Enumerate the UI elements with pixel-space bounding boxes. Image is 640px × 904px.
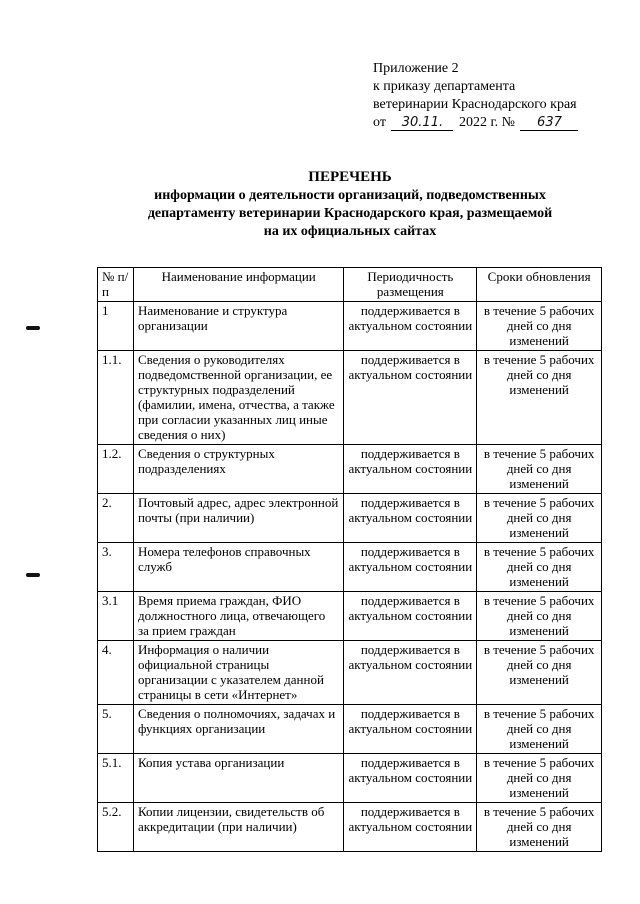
punch-hole-mark-top <box>26 326 40 330</box>
appendix-department: ветеринарии Краснодарского края <box>373 97 577 112</box>
row-deadline: в течение 5 рабочих дней со дня изменений <box>477 351 602 445</box>
title-line-1: информации о деятельности организаций, подведомственных <box>154 188 546 203</box>
row-name: Сведения о структурных подразделениях <box>133 445 343 494</box>
row-period: поддерживается в актуальном состоянии <box>344 641 477 705</box>
header-num: № п/п <box>98 268 134 302</box>
table-header-row <box>98 268 602 302</box>
row-period: поддерживается в актуальном состоянии <box>344 445 477 494</box>
appendix-order-ref: к приказу департамента <box>373 79 516 94</box>
appendix-date-line <box>373 114 578 132</box>
punch-hole-mark-bottom <box>26 573 40 577</box>
date-prefix: от <box>373 115 386 130</box>
row-deadline: в течение 5 рабочих дней со дня изменений <box>477 592 602 641</box>
table-row <box>98 592 602 641</box>
row-deadline: в течение 5 рабочих дней со дня изменений <box>477 543 602 592</box>
row-deadline: в течение 5 рабочих дней со дня изменений <box>477 705 602 754</box>
row-name: Время приема граждан, ФИО должностного лица, отвечающего за прием граждан <box>133 592 343 641</box>
row-period: поддерживается в актуальном состоянии <box>344 803 477 852</box>
handwritten-date: 30.11. <box>391 115 453 131</box>
row-name: Копия устава организации <box>133 754 343 803</box>
row-name: Наименование и структура организации <box>133 302 343 351</box>
row-num: 3.1 <box>98 592 134 641</box>
row-name: Сведения о руководителях подведомственной организации, ее структурных подразделений (фамилии, имена, отчества, а также при согласии указанных лиц иные сведения о них) <box>133 351 343 445</box>
row-period: поддерживается в актуальном состоянии <box>344 351 477 445</box>
table-row <box>98 641 602 705</box>
row-num: 2. <box>98 494 134 543</box>
row-period: поддерживается в актуальном состоянии <box>344 494 477 543</box>
table-row <box>98 445 602 494</box>
row-deadline: в течение 5 рабочих дней со дня изменений <box>477 445 602 494</box>
row-name: Номера телефонов справочных служб <box>133 543 343 592</box>
row-num: 1.2. <box>98 445 134 494</box>
row-deadline: в течение 5 рабочих дней со дня изменений <box>477 754 602 803</box>
row-num: 1 <box>98 302 134 351</box>
title-line-3: на их официальных сайтах <box>263 224 437 239</box>
header-name: Наименование информации <box>133 268 343 302</box>
row-period: поддерживается в актуальном состоянии <box>344 754 477 803</box>
year-text: 2022 г. № <box>458 115 515 130</box>
header-deadline: Сроки обновления <box>477 268 602 302</box>
row-deadline: в течение 5 рабочих дней со дня изменений <box>477 641 602 705</box>
table-row <box>98 302 602 351</box>
row-deadline: в течение 5 рабочих дней со дня изменений <box>477 302 602 351</box>
row-num: 3. <box>98 543 134 592</box>
row-num: 5. <box>98 705 134 754</box>
header-period: Периодичность размещения <box>344 268 477 302</box>
document-title <box>100 168 600 241</box>
appendix-header <box>373 60 578 132</box>
table-row <box>98 754 602 803</box>
row-num: 1.1. <box>98 351 134 445</box>
appendix-title: Приложение 2 <box>373 61 459 76</box>
row-name: Сведения о полномочиях, задачах и функциях организации <box>133 705 343 754</box>
row-num: 5.2. <box>98 803 134 852</box>
row-name: Копии лицензии, свидетельств об аккредитации (при наличии) <box>133 803 343 852</box>
row-num: 4. <box>98 641 134 705</box>
row-period: поддерживается в актуальном состоянии <box>344 302 477 351</box>
table-row <box>98 494 602 543</box>
table-row <box>98 351 602 445</box>
row-deadline: в течение 5 рабочих дней со дня изменений <box>477 803 602 852</box>
row-period: поддерживается в актуальном состоянии <box>344 592 477 641</box>
row-name: Почтовый адрес, адрес электронной почты (при наличии) <box>133 494 343 543</box>
row-name: Информация о наличии официальной страницы организации с указателем данной страницы в сети «Интернет» <box>133 641 343 705</box>
row-num: 5.1. <box>98 754 134 803</box>
table-row <box>98 803 602 852</box>
row-period: поддерживается в актуальном состоянии <box>344 543 477 592</box>
table-row <box>98 705 602 754</box>
handwritten-order-number: 637 <box>520 115 578 131</box>
title-heading: ПЕРЕЧЕНЬ <box>308 169 392 185</box>
table-row <box>98 543 602 592</box>
information-table <box>97 267 602 852</box>
row-period: поддерживается в актуальном состоянии <box>344 705 477 754</box>
title-line-2: департаменту ветеринарии Краснодарского края, размещаемой <box>147 206 553 221</box>
row-deadline: в течение 5 рабочих дней со дня изменений <box>477 494 602 543</box>
